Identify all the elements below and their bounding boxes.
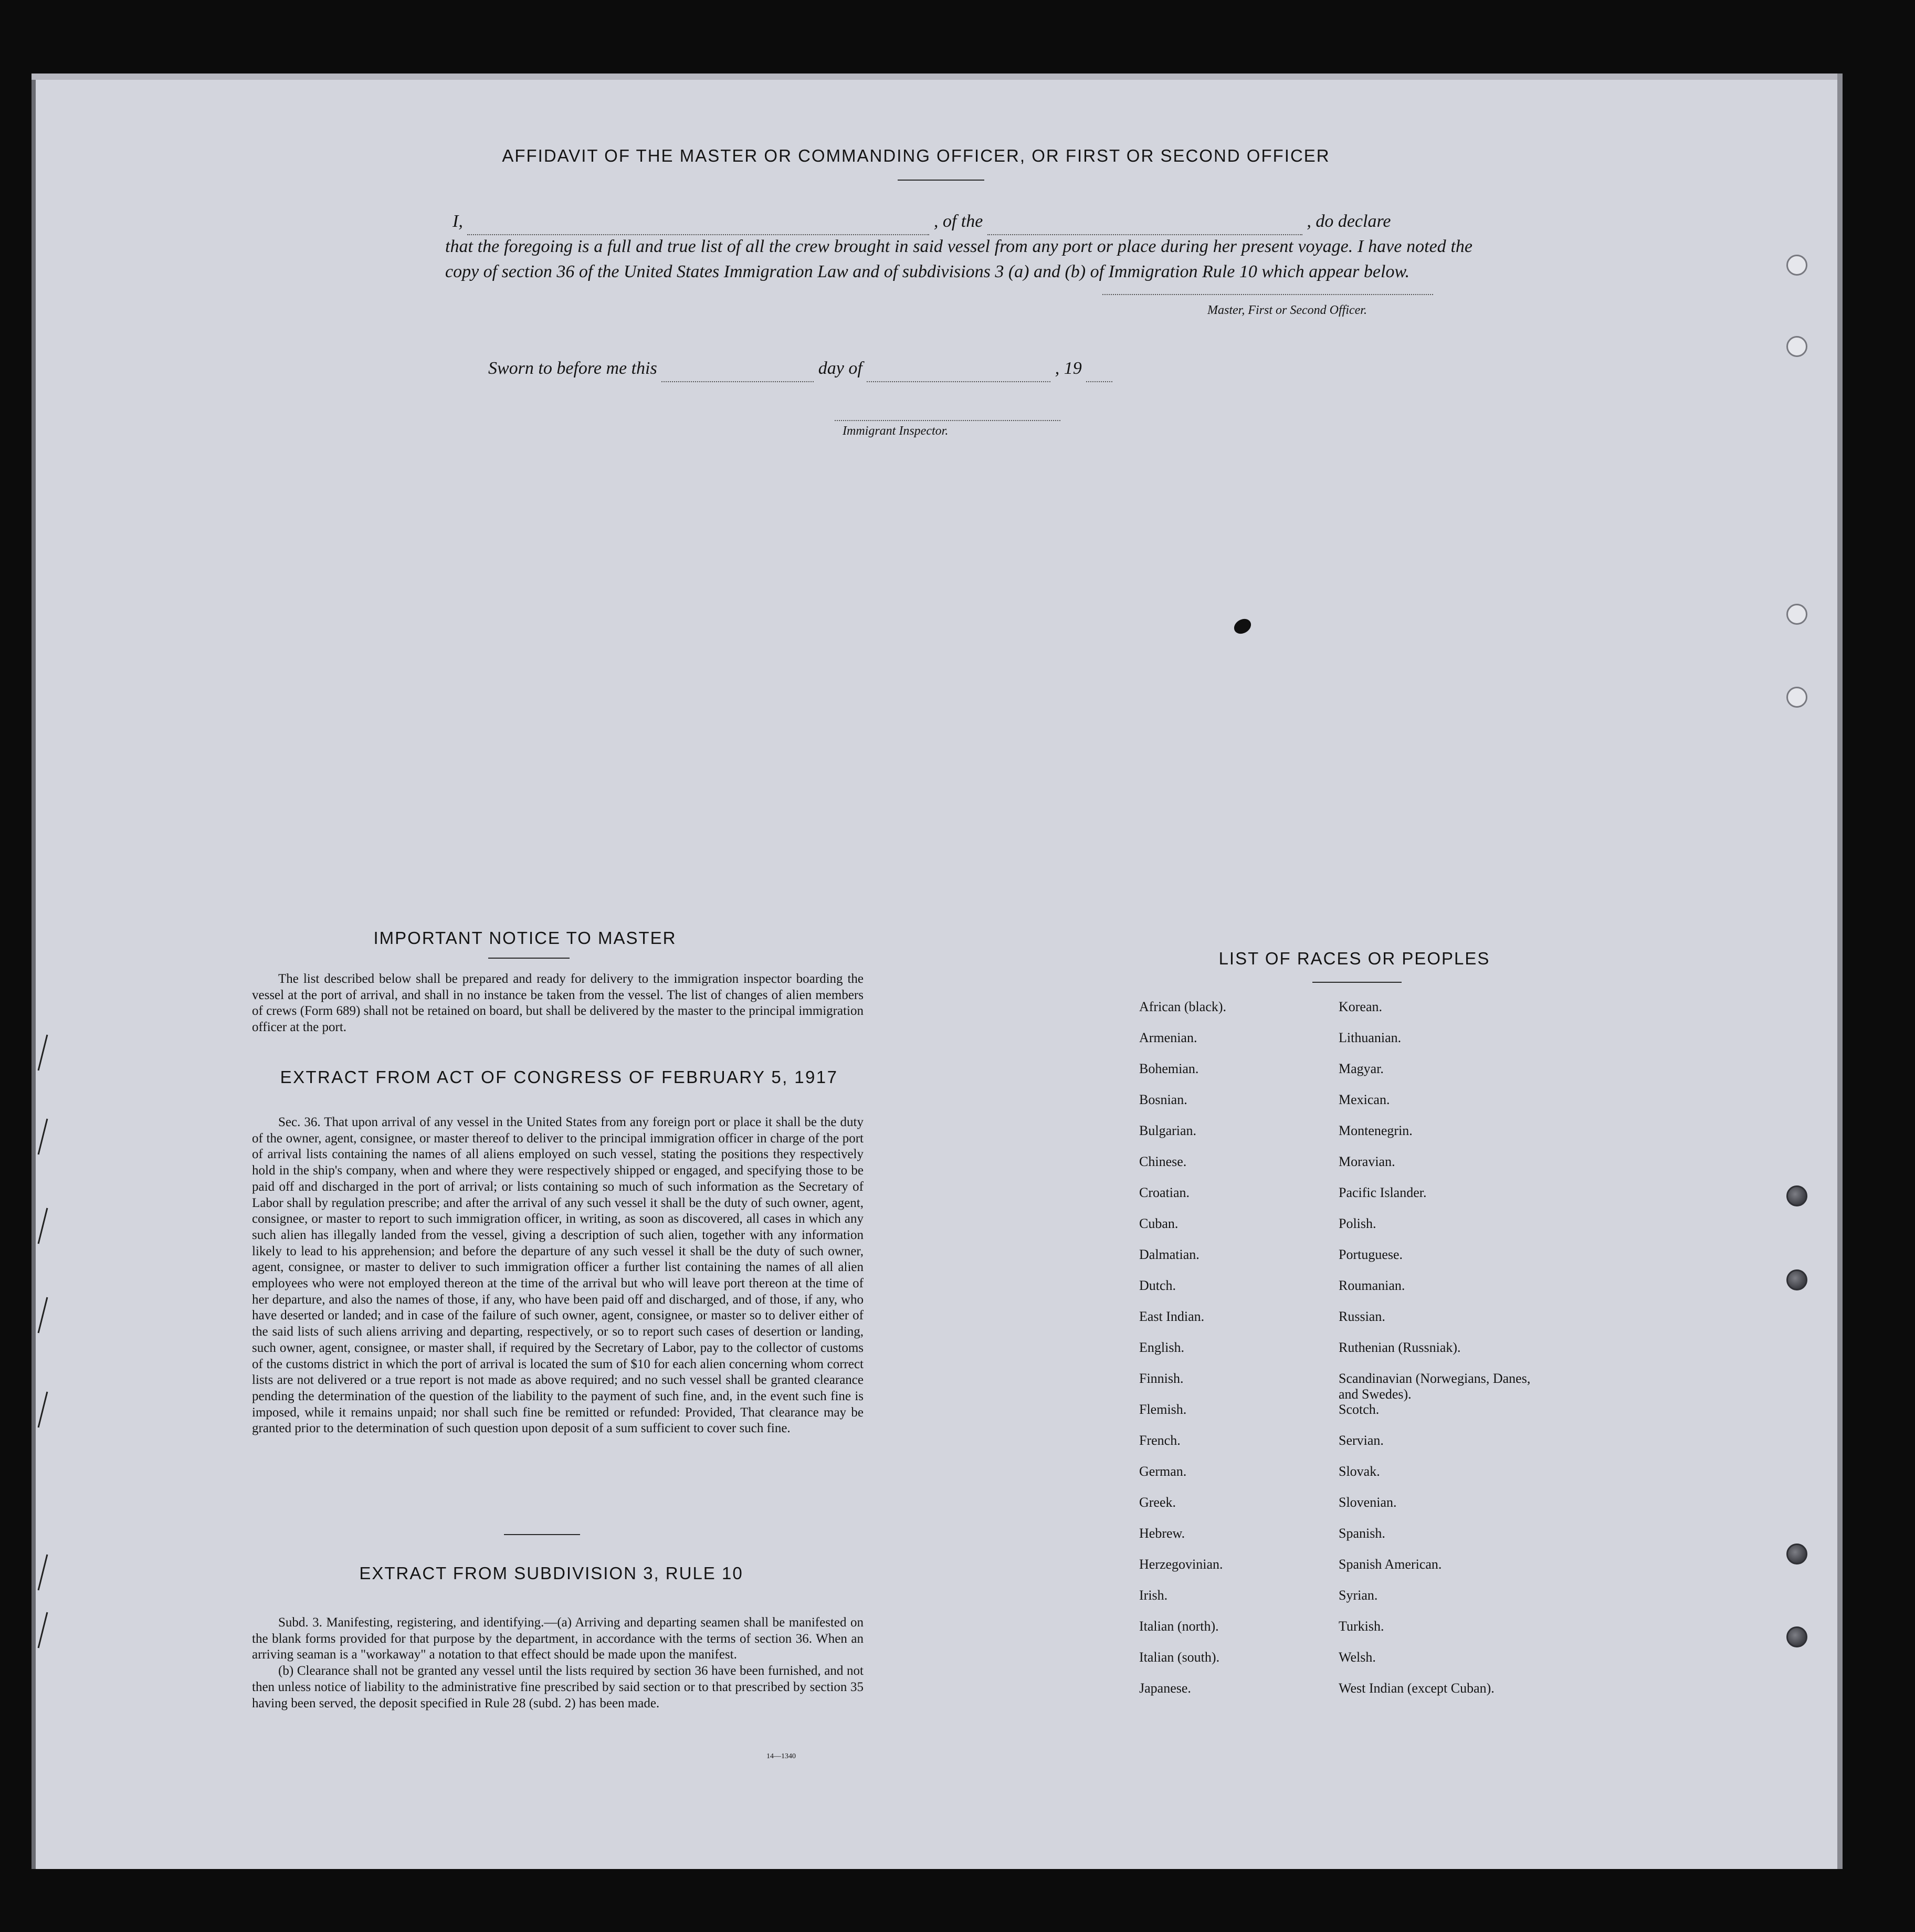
margin-tick-mark xyxy=(38,1208,48,1244)
race-item: Italian (south). xyxy=(1139,1650,1220,1665)
race-item: Armenian. xyxy=(1139,1030,1197,1045)
race-item: Bosnian. xyxy=(1139,1092,1187,1107)
race-item: West Indian (except Cuban). xyxy=(1339,1681,1495,1696)
affidavit-title: AFFIDAVIT OF THE MASTER OR COMMANDING OFFICER, OR FIRST OR SECOND OFFICER xyxy=(502,146,1330,165)
races-right-column xyxy=(1339,999,1543,1712)
race-item: Greek. xyxy=(1139,1495,1176,1510)
race-item: Spanish American. xyxy=(1339,1557,1442,1572)
officer-name-field[interactable] xyxy=(467,209,929,235)
notice-title: IMPORTANT NOTICE TO MASTER xyxy=(373,928,677,948)
race-item: Syrian. xyxy=(1339,1588,1378,1603)
act-extract-body xyxy=(252,1115,864,1437)
race-item: Dutch. xyxy=(1139,1278,1176,1293)
margin-tick-mark xyxy=(38,1119,48,1155)
race-item: Croatian. xyxy=(1139,1185,1190,1200)
section-36-paragraph: Sec. 36. That upon arrival of any vessel in the United States from any foreign port or place it shall be the duty of the owner, agent, consignee, or master thereof to deliver to the principal immigration officer in charge of the port of arrival lists containing the names of all aliens employed on such vessel, stating the positions they respectively hold in the ship's company, when and where they were respectively shipped or engaged, and specifying those to be paid off and discharged in the port of arrival; or lists containing so much of such information as the Secretary of Labor shall by regulation prescribe; and after the arrival of any such vessel it shall be the duty of such owner, agent, consignee, or master to report to such immigration officer, in writing, as soon as discovered, all cases in which any such alien has illegally landed from the vessel, giving a description of such alien, together with any information likely to lead to his apprehension; and before the departure of any such vessel it shall be the duty of such owner, agent, consignee, or master to deliver to such immigration officer a further list containing the names of all alien employees who were not employed thereon at the time of the arrival but who will leave port thereon at the time of her departure, and also the names of those, if any, who have been paid off and discharged, and of those, if any, who have deserted or landed; and in case of the failure of such owner, agent, consignee, or master so to deliver either of the said lists of such aliens arriving and departing, respectively, or so to report such cases of desertion or landing, such owner, agent, consignee, or master shall, if required by the Secretary of Labor, pay to the collector of customs of the customs district in which the port of arrival is located the sum of $10 for each alien concerning whom correct lists are not delivered or a true report is not made as above required; and no such vessel shall be granted clearance pending the determination of the question of the liability to the payment of such fine, and, in the event such fine is imposed, while it remains unpaid; nor shall such fine be remitted or refunded: Provided, That clearance may be granted prior to the determination of such question upon deposit of a sum sufficient to cover such fine. xyxy=(252,1115,864,1436)
sworn-line xyxy=(488,356,1112,382)
margin-tick-mark xyxy=(38,1392,48,1428)
race-item: German. xyxy=(1139,1464,1187,1479)
i-label: I, xyxy=(453,212,463,231)
race-item: Flemish. xyxy=(1139,1402,1187,1417)
inspector-caption: Immigrant Inspector. xyxy=(843,424,949,438)
subdivision-3a-paragraph: Subd. 3. Manifesting, registering, and identifying.—(a) Arriving and departing seamen shall be manifested on the blank forms provided for that purpose by the department, in accordance with the terms of section 36. When an arriving seaman is a "workaway" a notation to that effect should be made upon the manifest. xyxy=(252,1615,864,1662)
act-extract-title: EXTRACT FROM ACT OF CONGRESS OF FEBRUARY 5, 1917 xyxy=(280,1067,838,1087)
binder-hole xyxy=(1786,604,1807,625)
ink-blot xyxy=(1232,616,1254,637)
form-page xyxy=(31,74,1843,1869)
race-item: Welsh. xyxy=(1339,1650,1376,1665)
form-number: 14—1340 xyxy=(766,1752,796,1760)
race-item: Roumanian. xyxy=(1339,1278,1405,1293)
subdivision-3b-paragraph: (b) Clearance shall not be granted any vessel until the lists required by section 36 have been furnished, and not then unless notice of liability to the administrative fine prescribed by said section or to that prescribed by section 35 having been served, the deposit specified in Rule 28 (subd. 2) has been made. xyxy=(252,1664,864,1710)
race-item: Portuguese. xyxy=(1339,1247,1403,1262)
sworn-label: Sworn to before me this xyxy=(488,359,657,378)
act-extract-rule xyxy=(504,1534,580,1535)
binder-hole xyxy=(1786,1544,1807,1564)
race-item: Moravian. xyxy=(1339,1154,1395,1169)
rule-extract-title: EXTRACT FROM SUBDIVISION 3, RULE 10 xyxy=(359,1563,743,1583)
race-item: Spanish. xyxy=(1339,1526,1385,1541)
affidavit-body: that the foregoing is a full and true list of all the crew brought in said vessel from any port or place during her present voyage. I have noted the copy of section 36 of the United States Immigration Law and of subdivisions 3 (a) and (b) of Immigration Rule 10 which appear below. xyxy=(445,237,1472,281)
binder-hole xyxy=(1786,1626,1807,1647)
page-top-edge xyxy=(31,74,1843,80)
race-item: Polish. xyxy=(1339,1216,1376,1231)
race-item: Finnish. xyxy=(1139,1371,1184,1386)
signature-caption: Master, First or Second Officer. xyxy=(1207,303,1367,317)
master-signature-field[interactable] xyxy=(1102,294,1433,295)
race-item: Magyar. xyxy=(1339,1061,1384,1076)
race-item: Chinese. xyxy=(1139,1154,1187,1169)
race-item: Japanese. xyxy=(1139,1681,1191,1696)
races-title: LIST OF RACES OR PEOPLES xyxy=(1218,949,1490,968)
race-item: Pacific Islander. xyxy=(1339,1185,1427,1200)
binder-hole xyxy=(1786,336,1807,357)
race-item: Dalmatian. xyxy=(1139,1247,1199,1262)
races-left-column xyxy=(1139,999,1318,1712)
race-item: Herzegovinian. xyxy=(1139,1557,1223,1572)
affidavit-declaration-line xyxy=(453,209,1476,235)
year-label: , 19 xyxy=(1055,359,1082,378)
sworn-year-field[interactable] xyxy=(1086,356,1112,382)
race-item: Bohemian. xyxy=(1139,1061,1199,1076)
margin-tick-mark xyxy=(38,1035,48,1071)
page-left-edge xyxy=(31,74,36,1869)
race-item: Scotch. xyxy=(1339,1402,1380,1417)
race-item: Slovenian. xyxy=(1339,1495,1397,1510)
of-the-label: , of the xyxy=(933,212,983,231)
race-item: Turkish. xyxy=(1339,1619,1384,1634)
day-of-label: day of xyxy=(818,359,862,378)
race-item: Cuban. xyxy=(1139,1216,1179,1231)
notice-paragraph: The list described below shall be prepared and ready for delivery to the immigration inspector boarding the vessel at the port of arrival, and shall in no instance be taken from the vessel. The list of changes of alien members of crews (Form 689) shall not be retained on board, but shall be delivered by the master to the principal immigration officer at the port. xyxy=(252,972,864,1035)
affidavit-title-rule xyxy=(898,180,984,181)
inspector-signature-field[interactable] xyxy=(835,420,1060,421)
race-item: Ruthenian (Russniak). xyxy=(1339,1340,1461,1355)
race-item: African (black). xyxy=(1139,999,1227,1014)
race-item: Russian. xyxy=(1339,1309,1385,1324)
margin-tick-mark xyxy=(38,1297,48,1334)
page-right-edge xyxy=(1837,74,1843,1869)
race-item: English. xyxy=(1139,1340,1184,1355)
race-item: Scandinavian (Norwegians, Danes, and Swedes). xyxy=(1339,1371,1531,1402)
binder-hole xyxy=(1786,1269,1807,1290)
race-item: Montenegrin. xyxy=(1339,1123,1413,1138)
races-title-rule xyxy=(1312,982,1402,983)
race-item: Slovak. xyxy=(1339,1464,1380,1479)
margin-tick-mark xyxy=(38,1612,48,1648)
notice-title-rule xyxy=(488,958,570,959)
vessel-name-field[interactable] xyxy=(987,209,1302,235)
race-item: Bulgarian. xyxy=(1139,1123,1197,1138)
sworn-day-field[interactable] xyxy=(661,356,814,382)
race-item: Mexican. xyxy=(1339,1092,1390,1107)
race-item: Hebrew. xyxy=(1139,1526,1185,1541)
race-item: Korean. xyxy=(1339,999,1383,1014)
binder-hole xyxy=(1786,1185,1807,1206)
do-declare-label: , do declare xyxy=(1307,212,1391,231)
notice-body xyxy=(252,971,864,1036)
binder-hole xyxy=(1786,687,1807,708)
race-item: Servian. xyxy=(1339,1433,1384,1448)
race-item: French. xyxy=(1139,1433,1181,1448)
rule-extract-body xyxy=(252,1615,864,1712)
binder-hole xyxy=(1786,255,1807,276)
race-item: Lithuanian. xyxy=(1339,1030,1402,1045)
sworn-month-field[interactable] xyxy=(867,356,1050,382)
race-item: Italian (north). xyxy=(1139,1619,1219,1634)
margin-tick-mark xyxy=(38,1555,48,1591)
race-item: East Indian. xyxy=(1139,1309,1205,1324)
race-item: Irish. xyxy=(1139,1588,1168,1603)
